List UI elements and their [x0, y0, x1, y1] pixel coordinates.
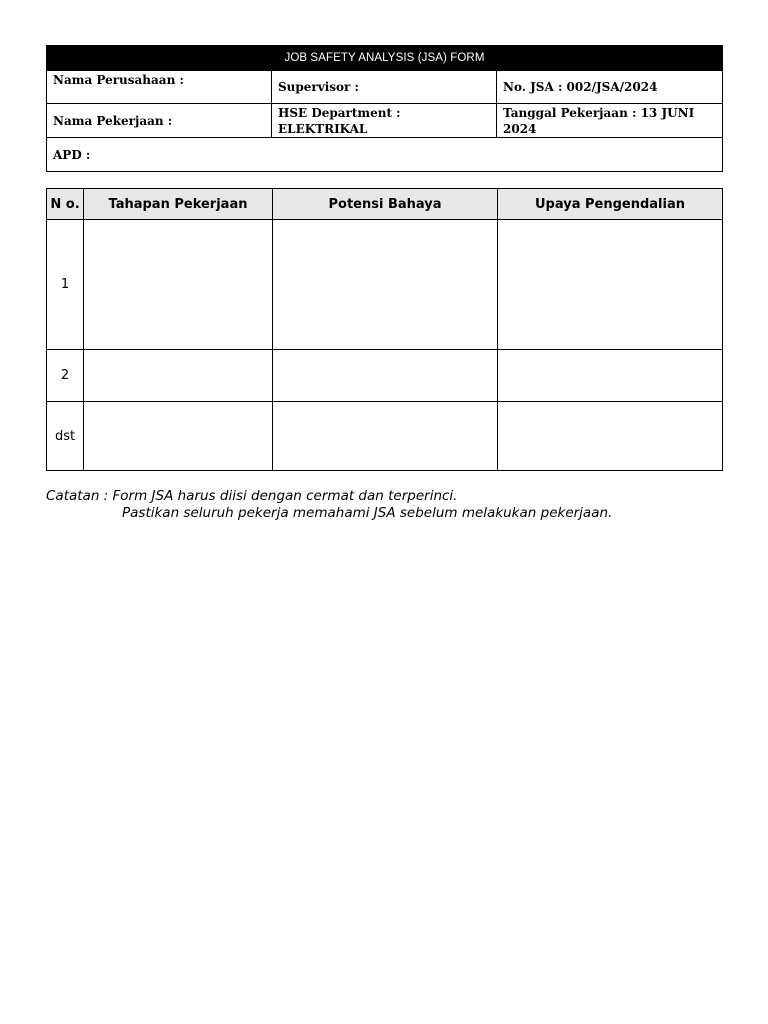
- note-line-1: Catatan : Form JSA harus diisi dengan cermat dan terperinci.: [46, 488, 458, 504]
- hse-department-field: HSE Department : ELEKTRIKAL: [272, 104, 497, 138]
- header-upaya-pengendalian: Upaya Pengendalian: [498, 189, 723, 220]
- company-name-field: Nama Perusahaan :: [47, 71, 272, 104]
- supervisor-field: Supervisor :: [272, 71, 497, 104]
- table-row: [47, 350, 723, 402]
- potensi-cell[interactable]: [273, 220, 498, 350]
- job-name-field: Nama Pekerjaan :: [47, 104, 272, 138]
- upaya-cell[interactable]: [498, 220, 723, 350]
- form-title: JOB SAFETY ANALYSIS (JSA) FORM: [47, 46, 723, 71]
- header-potensi-bahaya: Potensi Bahaya: [273, 189, 498, 220]
- upaya-cell[interactable]: [498, 402, 723, 471]
- table-row: [47, 402, 723, 471]
- potensi-cell[interactable]: [273, 350, 498, 402]
- tahapan-cell[interactable]: [84, 350, 273, 402]
- header-tahapan-pekerjaan: Tahapan Pekerjaan: [84, 189, 273, 220]
- jsa-number-field: No. JSA : 002/JSA/2024: [497, 71, 723, 104]
- jsa-header-table: [46, 45, 723, 172]
- note: [46, 488, 746, 522]
- header-no: N o.: [47, 189, 84, 220]
- tahapan-cell[interactable]: [84, 402, 273, 471]
- row-number: 2: [47, 350, 84, 402]
- table-row: [47, 220, 723, 350]
- row-number: 1: [47, 220, 84, 350]
- job-date-field: Tanggal Pekerjaan : 13 JUNI 2024: [497, 104, 723, 138]
- jsa-steps-table: [46, 188, 723, 471]
- row-number: dst: [47, 402, 84, 471]
- note-line-2: Pastikan seluruh pekerja memahami JSA sebelum melakukan pekerjaan.: [122, 505, 613, 521]
- apd-field: APD :: [47, 138, 723, 172]
- upaya-cell[interactable]: [498, 350, 723, 402]
- potensi-cell[interactable]: [273, 402, 498, 471]
- tahapan-cell[interactable]: [84, 220, 273, 350]
